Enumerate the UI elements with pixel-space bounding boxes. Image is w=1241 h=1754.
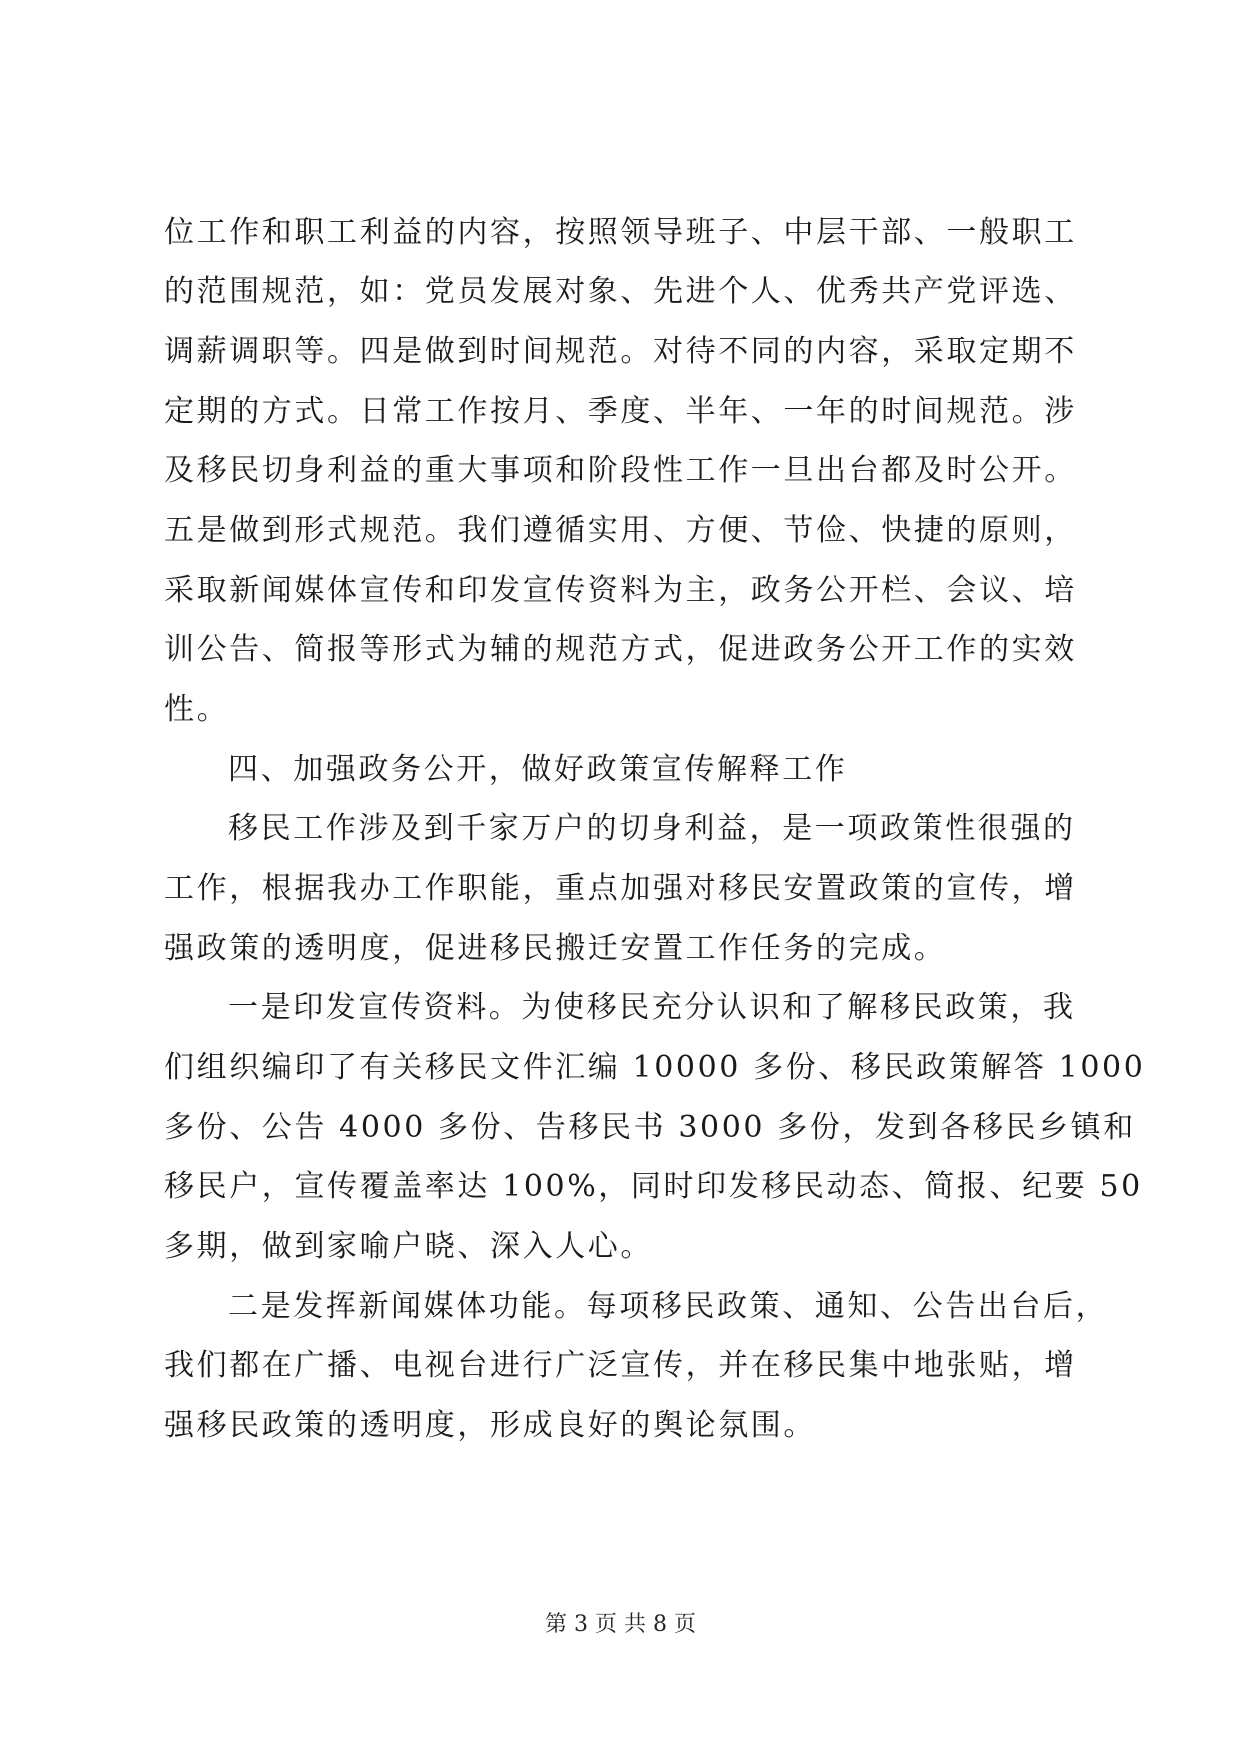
- text-line-5: 及移民切身利益的重大事项和阶段性工作一旦出台都及时公开。: [164, 453, 1077, 488]
- text-line-16: 多份、公告 4000 多份、告移民书 3000 多份，发到各移民乡镇和: [164, 1110, 1136, 1145]
- text-line-21: 强移民政策的透明度，形成良好的舆论氛围。: [164, 1408, 816, 1443]
- text-line-17: 移民户，宣传覆盖率达 100%，同时印发移民动态、简报、纪要 50: [164, 1169, 1143, 1204]
- text-line-8: 训公告、简报等形式为辅的规范方式，促进政务公开工作的实效: [164, 632, 1077, 667]
- text-line-4: 定期的方式。日常工作按月、季度、半年、一年的时间规范。涉: [164, 394, 1077, 429]
- text-line-6: 五是做到形式规范。我们遵循实用、方便、节俭、快捷的原则，: [164, 513, 1077, 548]
- text-line-15: 们组织编印了有关移民文件汇编 10000 多份、移民政策解答 1000: [164, 1050, 1146, 1085]
- text-line-1: 位工作和职工利益的内容，按照领导班子、中层干部、一般职工: [164, 215, 1077, 250]
- text-line-2: 的范围规范，如：党员发展对象、先进个人、优秀共产党评选、: [164, 274, 1077, 309]
- text-line-19: 二是发挥新闻媒体功能。每项移民政策、通知、公告出台后，: [228, 1289, 1109, 1324]
- text-line-20: 我们都在广播、电视台进行广泛宣传，并在移民集中地张贴，增: [164, 1348, 1077, 1383]
- text-line-18: 多期，做到家喻户晓、深入人心。: [164, 1229, 653, 1264]
- text-line-12: 工作，根据我办工作职能，重点加强对移民安置政策的宣传，增: [164, 871, 1077, 906]
- text-line-11: 移民工作涉及到千家万户的切身利益，是一项政策性很强的: [228, 811, 1076, 846]
- text-line-7: 采取新闻媒体宣传和印发宣传资料为主，政务公开栏、会议、培: [164, 573, 1077, 608]
- text-line-14: 一是印发宣传资料。为使移民充分认识和了解移民政策，我: [228, 990, 1076, 1025]
- text-line-13: 强政策的透明度，促进移民搬迁安置工作任务的完成。: [164, 931, 947, 966]
- section-heading: 四、加强政务公开，做好政策宣传解释工作: [228, 752, 848, 787]
- page-footer: 第 3 页 共 8 页: [545, 1612, 696, 1637]
- text-line-9: 性。: [164, 692, 230, 727]
- text-line-3: 调薪调职等。四是做到时间规范。对待不同的内容，采取定期不: [164, 334, 1077, 369]
